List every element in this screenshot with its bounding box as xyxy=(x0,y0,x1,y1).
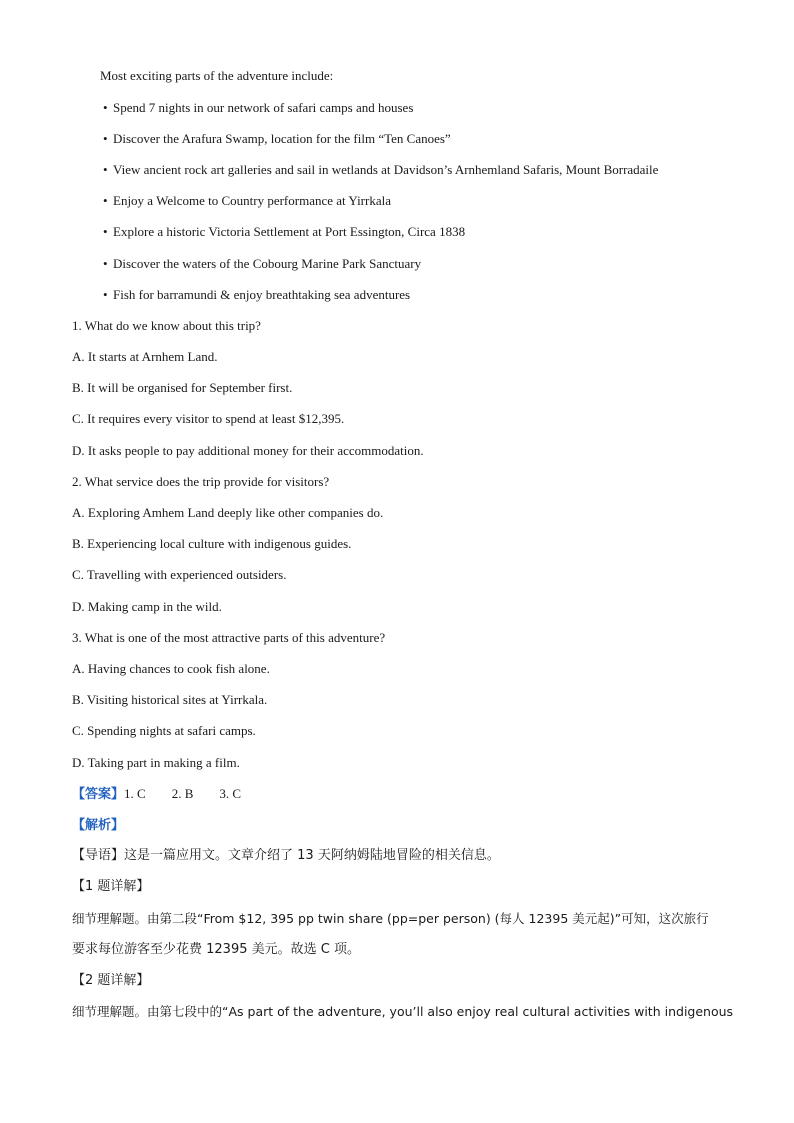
option-2b: B. Experiencing local culture with indigenous guides. xyxy=(72,536,352,551)
bullet-item: • View ancient rock art galleries and sail in wetlands at Davidson’s Arnhemland Safaris, Mount Borradaile xyxy=(103,162,659,177)
bullet-item: • Fish for barramundi & enjoy breathtaking sea adventures xyxy=(103,287,411,302)
answer-item: 1. C xyxy=(124,786,146,801)
detail2-text: 细节理解题。由第七段中的“As part of the adventure, you’ll also enjoy real cultural activities with indigenous xyxy=(72,1004,734,1019)
option-2d: D. Making camp in the wild. xyxy=(72,599,222,614)
option-3d: D. Taking part in making a film. xyxy=(72,755,240,770)
answer-line xyxy=(72,785,241,804)
question-2: 2. What service does the trip provide for visitors? xyxy=(72,474,330,489)
option-1c: C. It requires every visitor to spend at least $12,395. xyxy=(72,411,345,426)
guide-text: 这是一篇应用文。文章介绍了 13 天阿纳姆陆地冒险的相关信息。 xyxy=(124,848,500,863)
bullet-item: • Explore a historic Victoria Settlement at Port Essington, Circa 1838 xyxy=(103,224,466,239)
option-2c: C. Travelling with experienced outsiders. xyxy=(72,567,287,582)
answer-tag: 【答案】 xyxy=(72,787,125,802)
option-3c: C. Spending nights at safari camps. xyxy=(72,723,256,738)
detail1-text: 要求每位游客至少花费 12395 美元。故选 C 项。 xyxy=(72,942,360,957)
analysis-heading: 【解析】 xyxy=(72,818,125,833)
intro-text: Most exciting parts of the adventure include: xyxy=(100,68,334,83)
option-1d: D. It asks people to pay additional money for their accommodation. xyxy=(72,443,424,458)
option-2a: A. Exploring Amhem Land deeply like other companies do. xyxy=(72,505,384,520)
guide-line xyxy=(72,847,500,865)
bullet-item: • Discover the Arafura Swamp, location for the film “Ten Canoes” xyxy=(103,131,451,146)
question-3: 3. What is one of the most attractive parts of this adventure? xyxy=(72,630,386,645)
option-3a: A. Having chances to cook fish alone. xyxy=(72,661,270,676)
bullet-item: • Discover the waters of the Cobourg Marine Park Sanctuary xyxy=(103,256,422,271)
bullet-item: • Spend 7 nights in our network of safari camps and houses xyxy=(103,100,414,115)
detail2-heading: 【2 题详解】 xyxy=(72,973,150,988)
detail1-heading: 【1 题详解】 xyxy=(72,879,150,894)
option-3b: B. Visiting historical sites at Yirrkala. xyxy=(72,692,268,707)
answer-item: 3. C xyxy=(219,786,242,801)
detail1-text: 细节理解题。由第二段“From $12, 395 pp twin share (pp=per person) (每人 12395 美元起)”可知，这次旅行 xyxy=(72,911,709,926)
guide-tag: 【导语】 xyxy=(72,848,125,863)
bullet-item: • Enjoy a Welcome to Country performance at Yirrkala xyxy=(103,193,391,208)
option-1b: B. It will be organised for September first. xyxy=(72,380,293,395)
question-1: 1. What do we know about this trip? xyxy=(72,318,261,333)
option-1a: A. It starts at Arnhem Land. xyxy=(72,349,218,364)
answer-item: 2. B xyxy=(171,786,194,801)
